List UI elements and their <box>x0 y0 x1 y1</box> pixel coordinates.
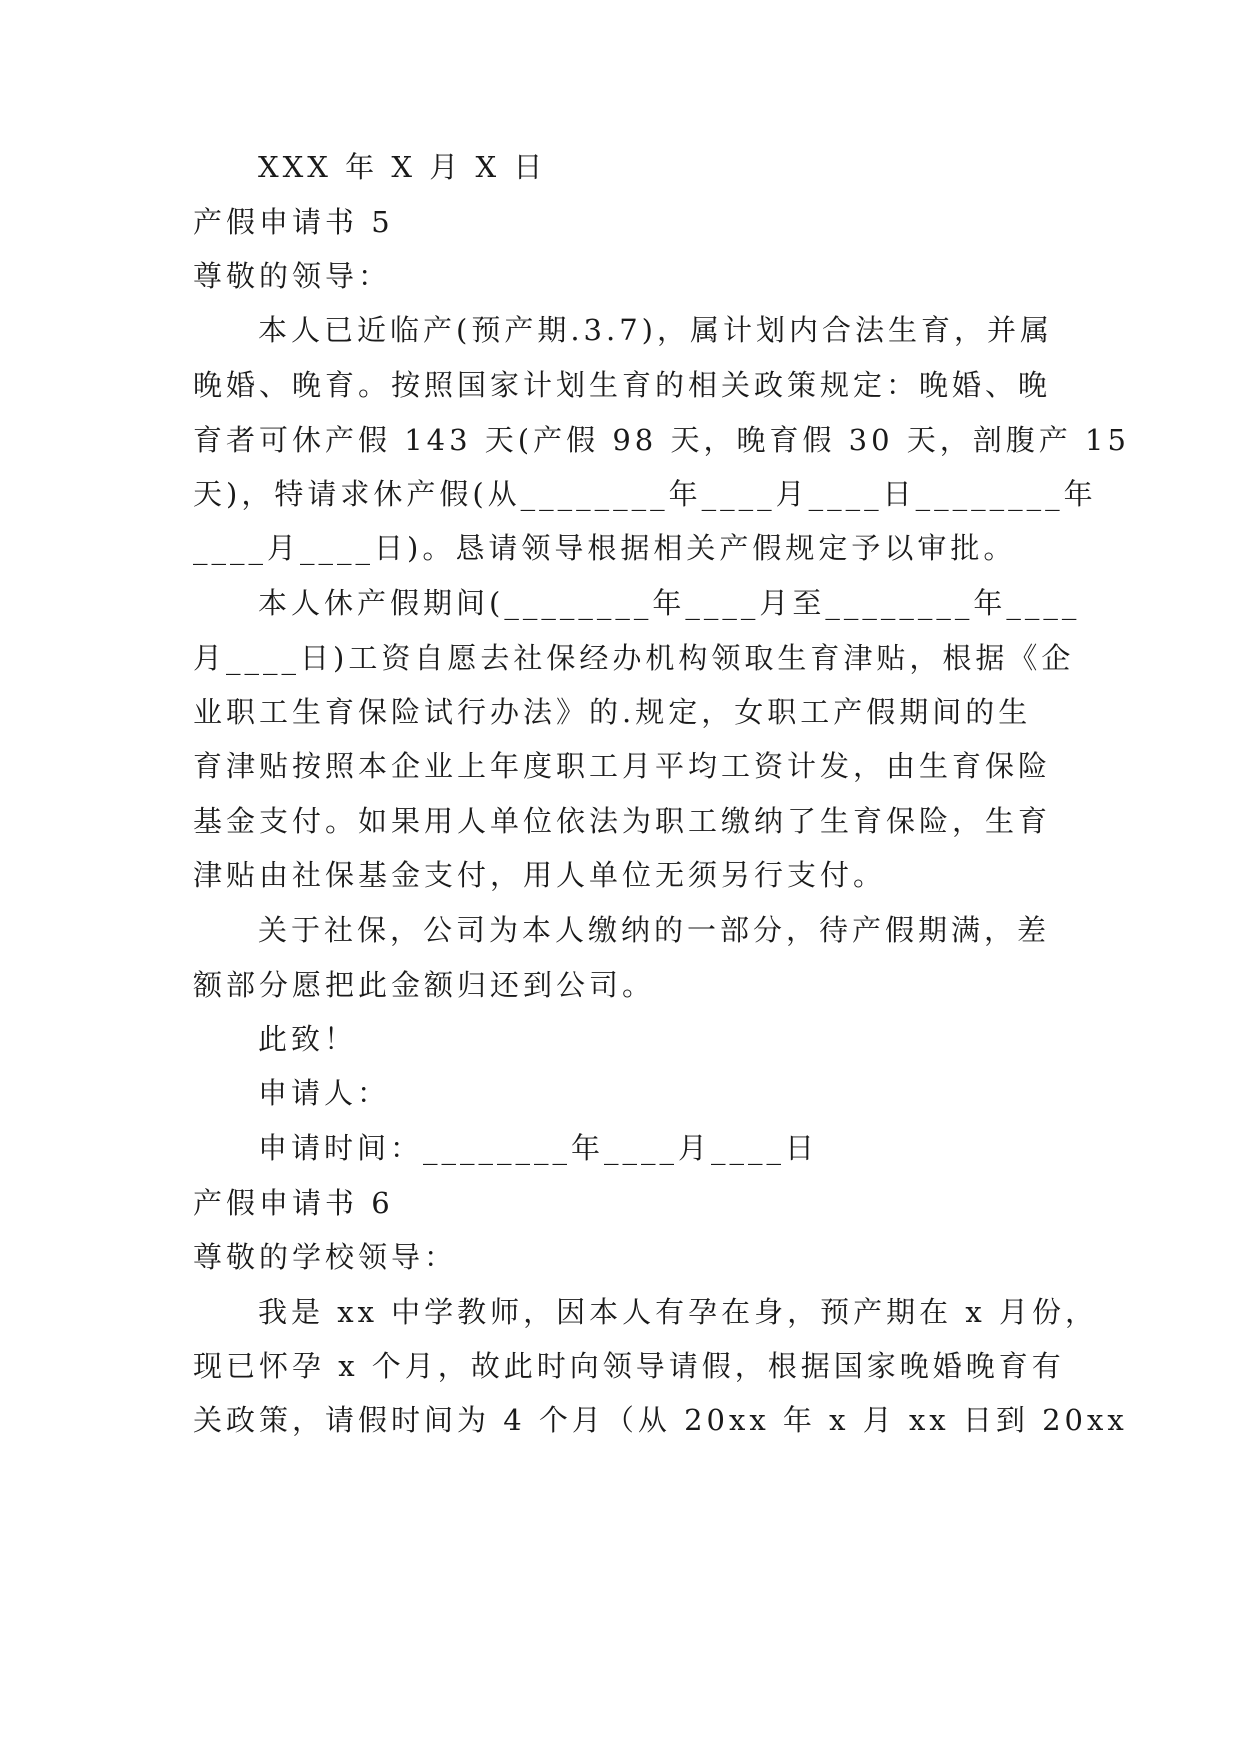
section-title-6: 产假申请书 6 <box>193 1186 394 1220</box>
body-line: 业职工生育保险试行办法》的.规定，女职工产假期间的生 <box>193 695 1032 729</box>
body-line: 关于社保，公司为本人缴纳的一部分，待产假期满，差 <box>258 913 1051 947</box>
body-line: 基金支付。如果用人单位依法为职工缴纳了生育保险，生育 <box>193 804 1052 838</box>
body-line: ____月____日)。恳请领导根据相关产假规定予以审批。 <box>193 531 1017 565</box>
body-line: 现已怀孕 x 个月，故此时向领导请假，根据国家晚婚晚育有 <box>193 1349 1065 1383</box>
body-line: 月____日)工资自愿去社保经办机构领取生育津贴，根据《企 <box>193 641 1075 675</box>
section-title-5: 产假申请书 5 <box>193 205 394 239</box>
body-line: 额部分愿把此金额归还到公司。 <box>193 968 656 1002</box>
body-line: 晚婚、晚育。按照国家计划生育的相关政策规定：晚婚、晚 <box>193 368 1052 402</box>
body-line: 本人已近临产(预产期.3.7)，属计划内合法生育，并属 <box>258 313 1053 347</box>
body-line: 我是 xx 中学教师，因本人有孕在身，预产期在 x 月份， <box>258 1295 1098 1329</box>
body-line: 本人休产假期间(________年____月至________年____ <box>258 586 1081 620</box>
closing: 此致！ <box>258 1022 358 1056</box>
application-date-line: 申请时间：________年____月____日 <box>258 1131 819 1165</box>
body-line: 天)，特请求休产假(从________年____月____日________年 <box>193 477 1097 511</box>
body-line: 关政策，请假时间为 4 个月（从 20xx 年 x 月 xx 日到 20xx <box>193 1403 1128 1437</box>
applicant-line: 申请人： <box>258 1076 391 1110</box>
salutation-6: 尊敬的学校领导： <box>193 1240 458 1274</box>
body-line: 育者可休产假 143 天(产假 98 天，晚育假 30 天，剖腹产 15 <box>193 423 1130 457</box>
salutation-5: 尊敬的领导： <box>193 259 392 293</box>
body-line: 津贴由社保基金支付，用人单位无须另行支付。 <box>193 858 887 892</box>
body-line: 育津贴按照本企业上年度职工月平均工资计发，由生育保险 <box>193 749 1052 783</box>
date-line: XXX 年 X 月 X 日 <box>258 150 547 184</box>
